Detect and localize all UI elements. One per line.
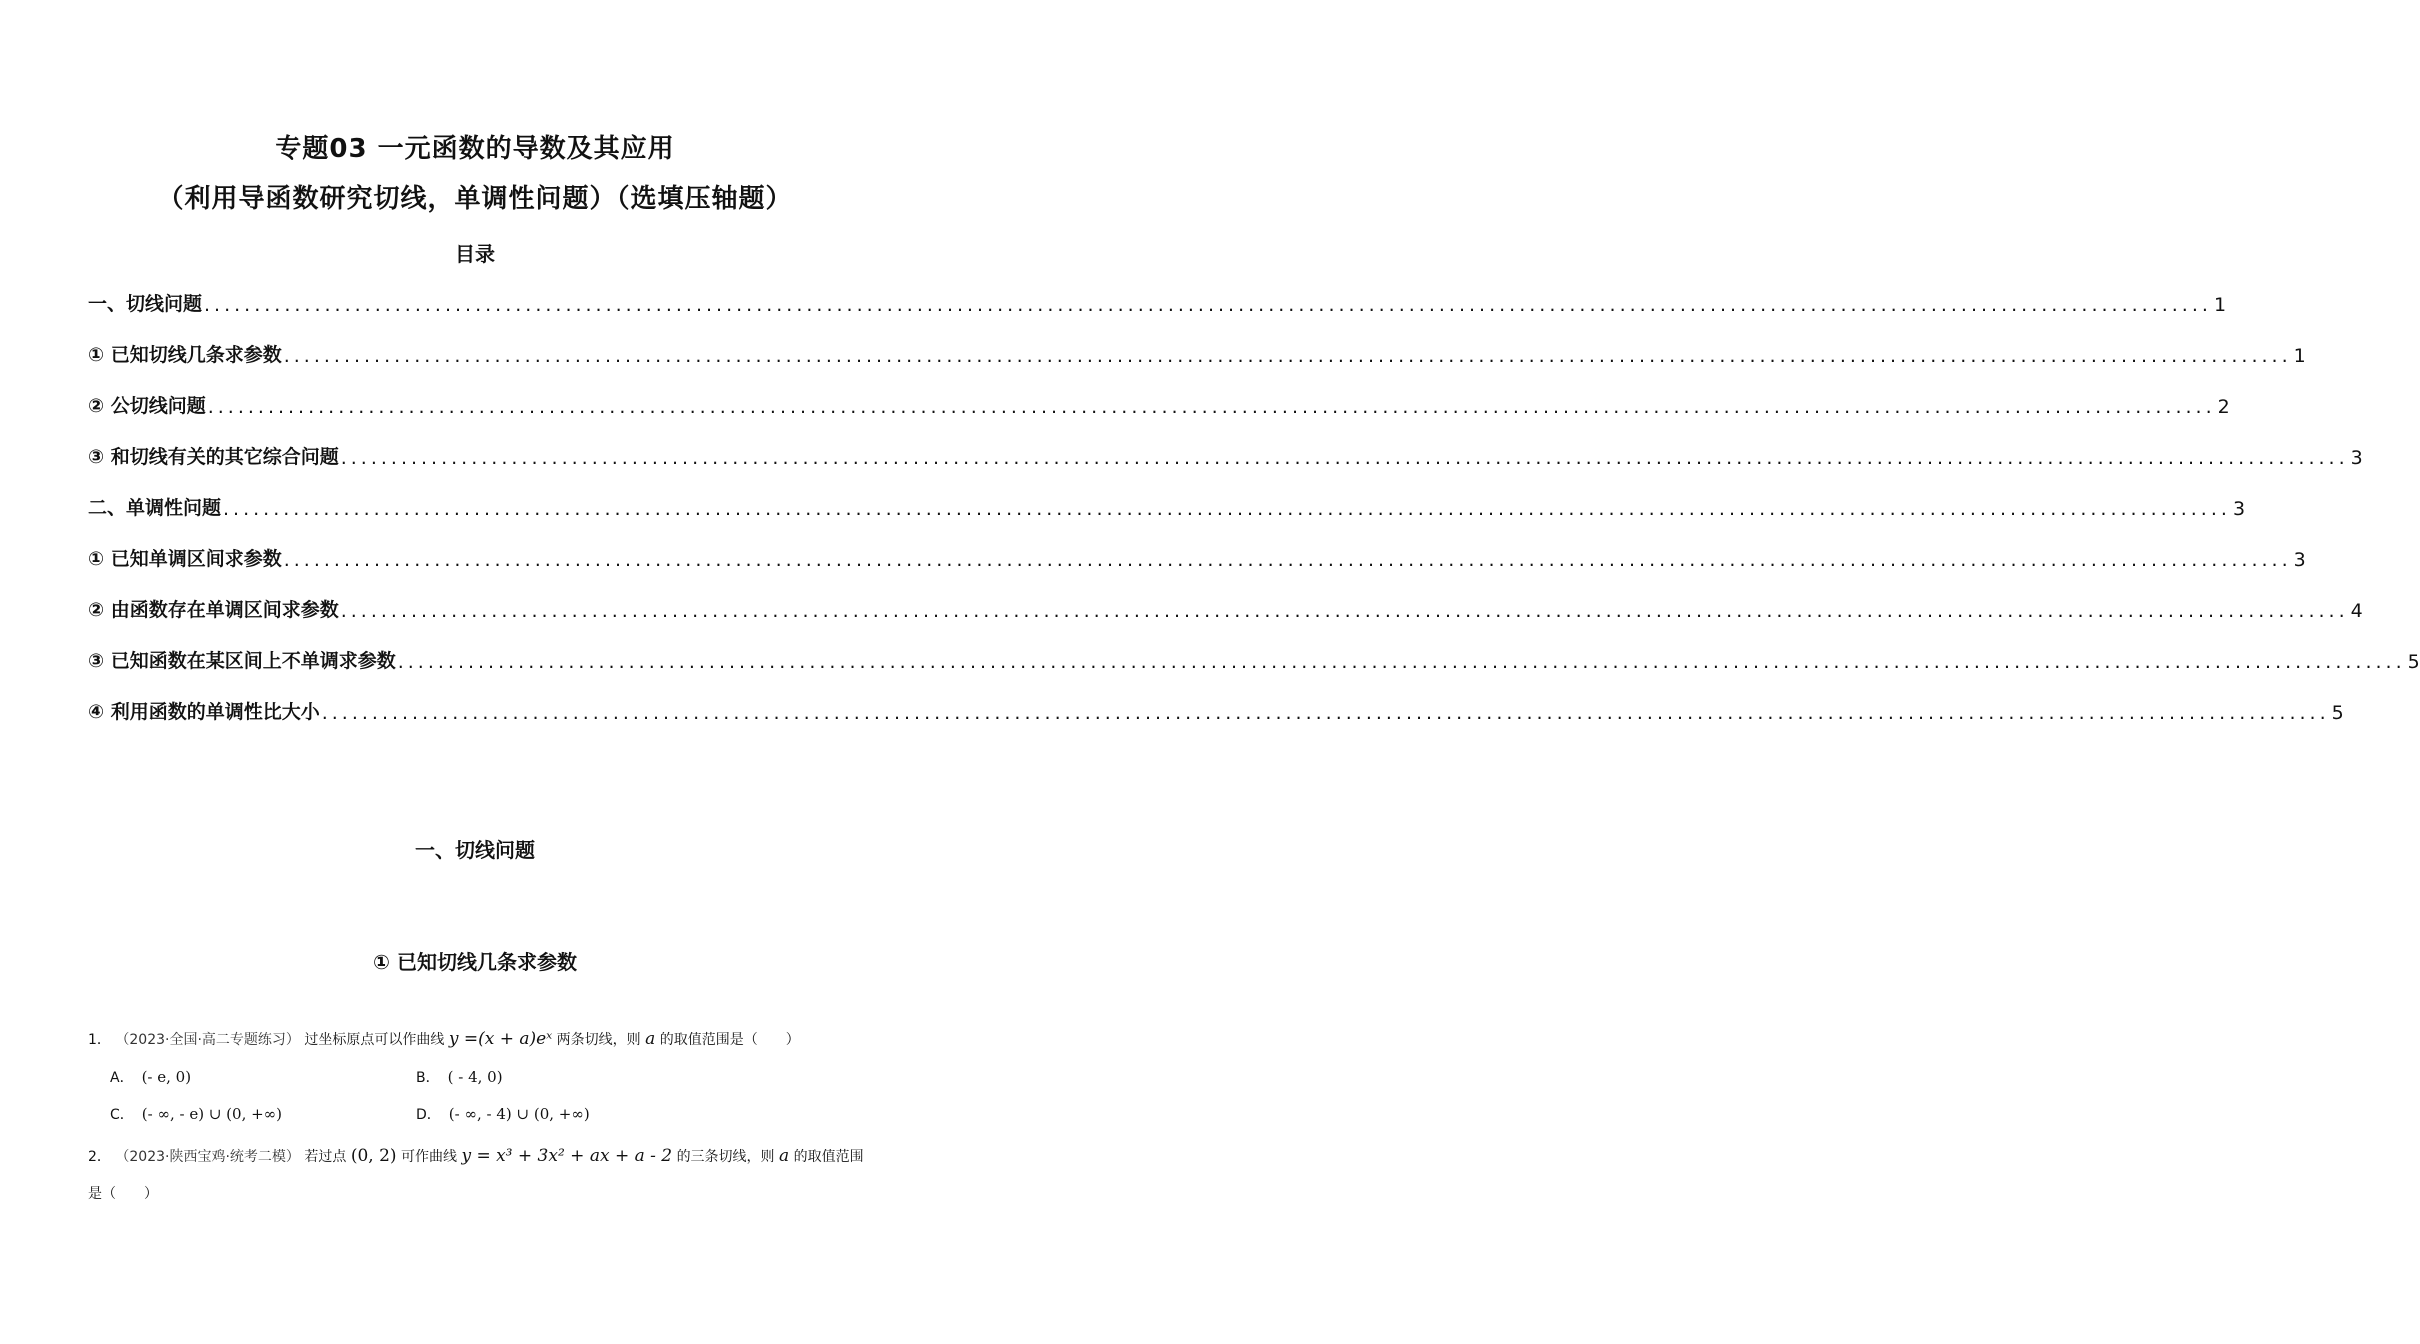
doc-title-line2: （利用导函数研究切线，单调性问题）（选填压轴题） xyxy=(157,184,793,214)
toc-heading: 目录 xyxy=(455,242,495,266)
variable: a xyxy=(779,1146,790,1166)
toc-entry-label: 二、单调性问题 xyxy=(88,497,222,519)
toc-leader-dots: ........................................................................................................................................................................................................ xyxy=(207,396,2216,418)
toc-entry-label: ① 已知切线几条求参数 xyxy=(88,344,282,366)
option-c xyxy=(110,1104,282,1124)
toc-entry-page: 2 xyxy=(2217,396,2230,418)
toc-entry[interactable] xyxy=(88,492,2246,520)
toc-entry-page: 1 xyxy=(2213,294,2227,316)
question-number: 1． xyxy=(88,1032,111,1048)
question-text: 的取值范围是（ ） xyxy=(659,1032,800,1048)
option-a xyxy=(110,1067,191,1087)
formula: y = x³ + 3x² + ax + a - 2 xyxy=(461,1146,673,1166)
toc-entry[interactable] xyxy=(88,696,2344,724)
toc-entry-label: ① 已知单调区间求参数 xyxy=(88,548,282,570)
toc-entry-label: 一、切线问题 xyxy=(88,293,203,315)
toc-entry[interactable] xyxy=(88,645,2420,673)
option-d xyxy=(416,1104,590,1124)
option-label: D． xyxy=(416,1107,441,1123)
option-label: A． xyxy=(110,1070,134,1086)
question-number: 2． xyxy=(88,1149,111,1165)
toc-entry-page: 3 xyxy=(2350,447,2363,469)
subsection-heading: ① 已知切线几条求参数 xyxy=(373,950,577,974)
question-text: 若过点 xyxy=(304,1149,347,1165)
toc-leader-dots: ........................................................................................................................................................................................................ xyxy=(204,294,2212,316)
toc-entry-page: 5 xyxy=(2407,651,2420,673)
question-text: 可作曲线 xyxy=(400,1149,457,1165)
question-text: 过坐标原点可以作曲线 xyxy=(304,1032,445,1048)
question-text: 的三条切线，则 xyxy=(676,1149,775,1165)
toc-entry[interactable] xyxy=(88,339,2306,367)
toc-entry-page: 5 xyxy=(2331,702,2344,724)
toc-entry[interactable] xyxy=(88,543,2306,571)
variable: a xyxy=(645,1029,656,1049)
toc-entry[interactable] xyxy=(88,288,2227,316)
option-value: (- ∞, - 4) ∪ (0, +∞) xyxy=(448,1105,590,1123)
toc-leader-dots: ........................................................................................................................................................................................................ xyxy=(283,345,2292,367)
toc-entry-label: ④ 利用函数的单调性比大小 xyxy=(88,701,320,723)
question-source: （2023·全国·高二专题练习） xyxy=(115,1032,300,1048)
section-heading: 一、切线问题 xyxy=(415,838,535,862)
point: (0, 2) xyxy=(350,1146,397,1166)
question-text: 的取值范围 xyxy=(793,1149,864,1165)
toc-leader-dots: ........................................................................................................................................................................................................ xyxy=(397,651,2406,673)
toc-entry-label: ② 公切线问题 xyxy=(88,395,206,417)
toc-entry[interactable] xyxy=(88,390,2230,418)
toc-leader-dots: ........................................................................................................................................................................................................ xyxy=(283,549,2292,571)
question-source: （2023·陕西宝鸡·统考二模） xyxy=(115,1149,300,1165)
toc-entry[interactable] xyxy=(88,594,2363,622)
doc-title-line1: 专题03 一元函数的导数及其应用 xyxy=(275,134,675,164)
toc-entry-label: ② 由函数存在单调区间求参数 xyxy=(88,599,339,621)
option-value: (- ∞, - e) ∪ (0, +∞) xyxy=(141,1105,283,1123)
toc-entry-page: 3 xyxy=(2293,549,2306,571)
question-1 xyxy=(88,1027,864,1052)
toc-entry-label: ③ 已知函数在某区间上不单调求参数 xyxy=(88,650,396,672)
option-b xyxy=(416,1067,503,1087)
toc-entry-page: 3 xyxy=(2232,498,2246,520)
toc-leader-dots: ........................................................................................................................................................................................................ xyxy=(223,498,2231,520)
option-value: ( - 4, 0) xyxy=(447,1068,503,1086)
option-value: (- e, 0) xyxy=(141,1068,192,1086)
toc-entry[interactable] xyxy=(88,441,2363,469)
formula: y =(x + a)eˣ xyxy=(448,1029,553,1049)
toc-leader-dots: ........................................................................................................................................................................................................ xyxy=(340,447,2349,469)
question-2-continued xyxy=(88,1182,864,1206)
option-label: C． xyxy=(110,1107,134,1123)
option-label: B． xyxy=(416,1070,440,1086)
toc-leader-dots: ........................................................................................................................................................................................................ xyxy=(321,702,2330,724)
toc-leader-dots: ........................................................................................................................................................................................................ xyxy=(340,600,2349,622)
toc-entry-page: 4 xyxy=(2350,600,2363,622)
toc-entry-label: ③ 和切线有关的其它综合问题 xyxy=(88,446,339,468)
question-2 xyxy=(88,1144,864,1169)
toc-entry-page: 1 xyxy=(2293,345,2306,367)
question-text: 是（ ） xyxy=(88,1186,158,1202)
question-text: 两条切线，则 xyxy=(556,1032,641,1048)
